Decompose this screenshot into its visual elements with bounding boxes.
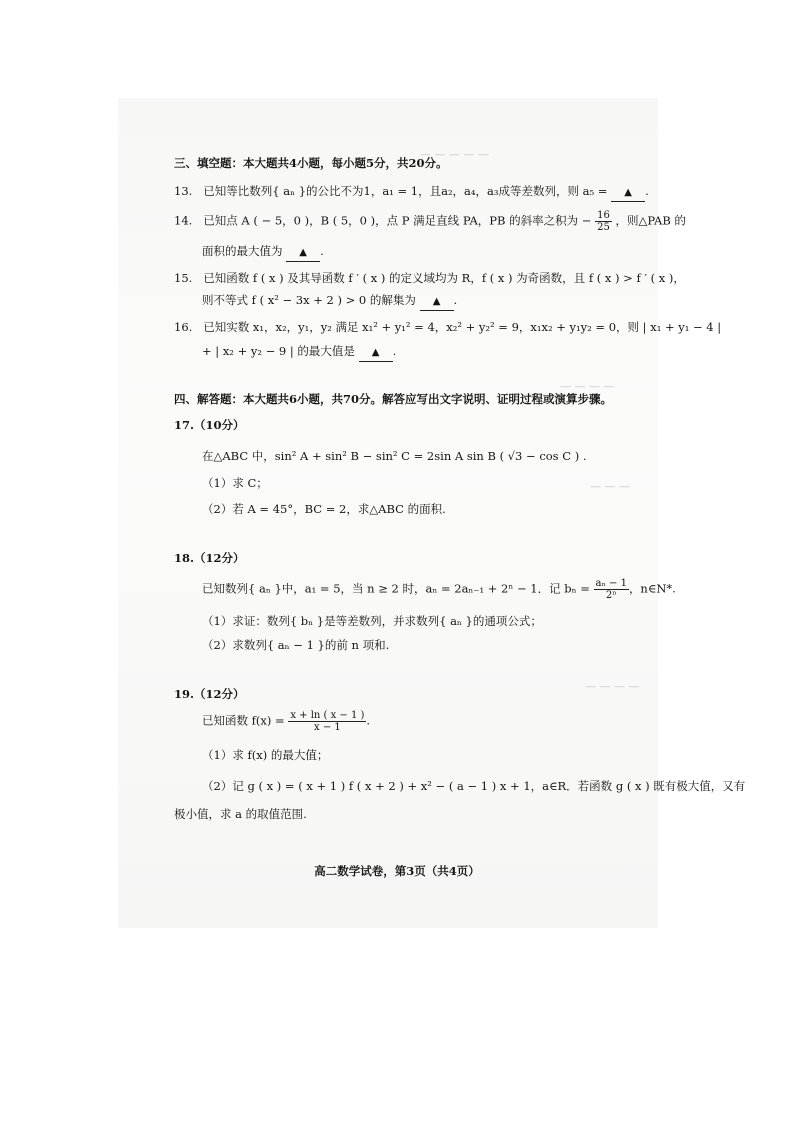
bleed-through-mark: — — — <box>590 480 630 493</box>
question-text: 已知实数 x₁，x₂，y₁，y₂ 满足 x₁² + y₁² = 4，x₂² + y₂² = 9，x₁x₂ + y₁y₂ = 0，则 | x₁ + y₁ − 4 | <box>203 320 722 334</box>
page-footer: 高二数学试卷，第3页（共4页） <box>314 864 480 878</box>
fraction: $\frac{16}{25}$ <box>597 210 610 233</box>
question-number: 16. <box>174 320 193 334</box>
question-15 <box>174 270 685 286</box>
question-number: 14. <box>174 213 193 228</box>
question-15-line2: 则不等式 f ( x² − 3x + 2 ) > 0 的解集为 ▲ . <box>202 292 457 311</box>
section3-header: 三、填空题：本大题共4小题，每小题5分，共20分。 <box>174 156 448 170</box>
question-19-stem: 已知函数 f(x) = $\frac{x + \ln ( x - 1 )}{x - 1}$ . <box>202 710 371 733</box>
question-16 <box>174 319 721 335</box>
question-17-stem: 在△ABC 中，sin² A + sin² B − sin² C = 2sin A sin B ( √3 − cos C ) . <box>202 449 587 463</box>
question-19-part2: （2）记 g ( x ) = ( x + 1 ) f ( x + 2 ) + x² − ( a − 1 ) x + 1，a∈R．若函数 g ( x ) 既有极大值，又有 <box>202 779 746 793</box>
question-16-line2: + | x₂ + y₂ − 9 | 的最大值是 ▲ . <box>202 343 396 362</box>
triangle-icon: ▲ <box>371 347 380 358</box>
question-17-part2: （2）若 A = 45°，BC = 2，求△ABC 的面积. <box>202 502 446 516</box>
question-text: 已知等比数列{ aₙ }的公比不为1，a₁ = 1，且a₂，a₄，a₃成等差数列，则 a₅ = <box>203 184 608 198</box>
question-19-number: 19.（12分） <box>174 687 245 701</box>
question-14-line2: 面积的最大值为 ▲ . <box>202 243 324 262</box>
triangle-icon: ▲ <box>432 296 441 307</box>
question-text: 已知点 A ( − 5，0 )，B ( 5，0 )，点 P 满足直线 PA，PB 的斜率之积为 − <box>203 213 592 228</box>
question-18-part2: （2）求数列{ aₙ − 1 }的前 n 项和. <box>202 638 390 652</box>
answer-blank[interactable] <box>420 292 454 311</box>
question-text: 已知函数 f ( x ) 及其导函数 f ′ ( x ) 的定义域均为 R，f ( x ) 为奇函数，且 f ( x ) > f ′ ( x )， <box>203 271 685 285</box>
question-14: 14. 已知点 A ( − 5，0 )，B ( 5，0 )，点 P 满足直线 PA，PB 的斜率之积为 − $\frac{16}{25}$ ，则△PAB 的 <box>174 210 686 233</box>
fraction: $\frac{x + \ln ( x - 1 )}{x - 1}$ <box>290 710 365 733</box>
section4-header: 四、解答题：本大题共6小题，共70分。解答应写出文字说明、证明过程或演算步骤。 <box>174 392 613 406</box>
question-19-part1: （1）求 f(x) 的最大值； <box>202 748 329 762</box>
bleed-through-mark: — — — — <box>585 680 640 693</box>
question-13: 13. 已知等比数列{ aₙ }的公比不为1，a₁ = 1，且a₂，a₄，a₃成等差数列，则 a₅ = ▲ . <box>174 183 649 202</box>
question-17-number: 17.（10分） <box>174 418 245 432</box>
question-17-part1: （1）求 C； <box>202 476 268 490</box>
triangle-icon: ▲ <box>624 187 632 198</box>
bleed-through-mark: — — — — — <box>420 148 489 161</box>
question-18-number: 18.（12分） <box>174 551 245 565</box>
question-19-part2-cont: 极小值，求 a 的取值范围. <box>174 807 307 821</box>
question-number: 13. <box>174 184 193 198</box>
answer-blank[interactable] <box>359 343 393 362</box>
triangle-icon: ▲ <box>299 247 307 258</box>
question-18-stem: 已知数列{ aₙ }中，a₁ = 5，当 n ≥ 2 时，aₙ = 2aₙ₋₁ + 2ⁿ − 1．记 bₙ = $\frac{\text{aₙ − 1}}{\text{2ⁿ}}$ ，n∈N*. <box>202 578 676 601</box>
fraction: $\frac{\text{aₙ − 1}}{\text{2ⁿ}}$ <box>595 578 627 601</box>
question-number: 15. <box>174 271 193 285</box>
question-18-part1: （1）求证：数列{ bₙ }是等差数列，并求数列{ aₙ }的通项公式； <box>202 614 542 628</box>
bleed-through-mark: — — — — <box>560 380 615 393</box>
answer-blank[interactable] <box>611 183 645 202</box>
answer-blank[interactable] <box>286 243 320 262</box>
